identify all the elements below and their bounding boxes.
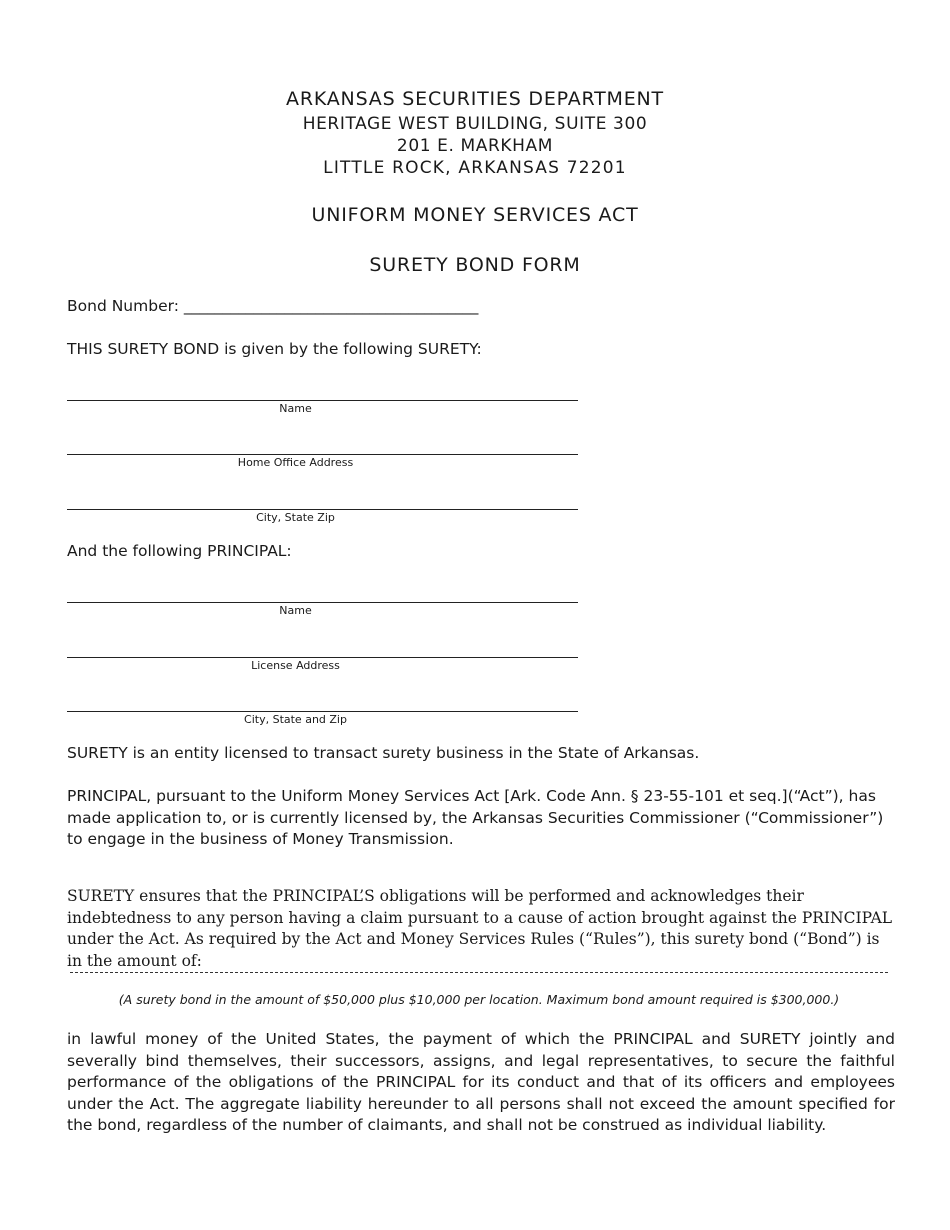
- principal-name-field[interactable]: [67, 602, 578, 622]
- signature-line: [67, 602, 578, 603]
- signature-line: [67, 657, 578, 658]
- surety-city-state-zip-field[interactable]: [67, 509, 578, 529]
- street-address: 201 E. MARKHAM: [396, 136, 554, 156]
- city-address: LITTLE ROCK, ARKANSAS 72201: [323, 158, 627, 178]
- bond-amount-note: (A surety bond in the amount of $50,000 plus $10,000 per location. Maximum bond amount required is $300,000.): [118, 992, 840, 1007]
- form-title: SURETY BOND FORM: [369, 254, 581, 276]
- signature-line: [67, 509, 578, 510]
- surety-ensures-paragraph: SURETY ensures that the PRINCIPAL’S obligations will be performed and acknowledges their indebtedness to any person having a claim pursuant to a cause of action brought against the PRINCIPAL under the Act. As required by the Act and Money Services Rules (“Rules”), this surety bond (“Bond”) is in the amount of:: [67, 887, 893, 970]
- field-label: Name: [279, 402, 312, 415]
- principal-city-state-zip-field[interactable]: [67, 711, 578, 731]
- field-label: City, State Zip: [256, 511, 335, 524]
- principal-application-paragraph: PRINCIPAL, pursuant to the Uniform Money Services Act [Ark. Code Ann. § 23-55-101 et seq.](“Act”), has made application to, or is currently licensed by, the Arkansas Securities Commissioner (“Commissioner”) to engage in the business of Money Transmission.: [67, 787, 884, 848]
- surety-name-field[interactable]: [67, 400, 578, 420]
- signature-line: [67, 454, 578, 455]
- principal-intro-text: And the following PRINCIPAL:: [67, 542, 292, 560]
- bond-amount-field[interactable]: [70, 972, 888, 973]
- bond-number-field[interactable]: Bond Number: ______________________________________: [67, 297, 479, 315]
- field-label: Home Office Address: [237, 456, 354, 469]
- surety-intro-text: THIS SURETY BOND is given by the following SURETY:: [67, 340, 482, 358]
- surety-home-office-address-field[interactable]: [67, 454, 578, 474]
- surety-licensed-paragraph: SURETY is an entity licensed to transact surety business in the State of Arkansas.: [67, 744, 700, 762]
- signature-line: [67, 711, 578, 712]
- lawful-money-paragraph: in lawful money of the United States, the payment of which the PRINCIPAL and SURETY jointly and severally bind themselves, their successors, assigns, and legal representatives, to secure the faithful performance of the obligations of the PRINCIPAL for its conduct and that of its officers and employees under the Act. The aggregate liability hereunder to all persons shall not exceed the amount specified for the bond, regardless of the number of claimants, and shall not be construed as individual liability.: [67, 1030, 895, 1134]
- department-name: ARKANSAS SECURITIES DEPARTMENT: [286, 88, 664, 110]
- principal-license-address-field[interactable]: [67, 657, 578, 677]
- building-address: HERITAGE WEST BUILDING, SUITE 300: [302, 114, 648, 134]
- act-title: UNIFORM MONEY SERVICES ACT: [311, 204, 639, 226]
- field-label: License Address: [251, 659, 340, 672]
- field-label: City, State and Zip: [244, 713, 347, 726]
- signature-line: [67, 400, 578, 401]
- field-label: Name: [279, 604, 312, 617]
